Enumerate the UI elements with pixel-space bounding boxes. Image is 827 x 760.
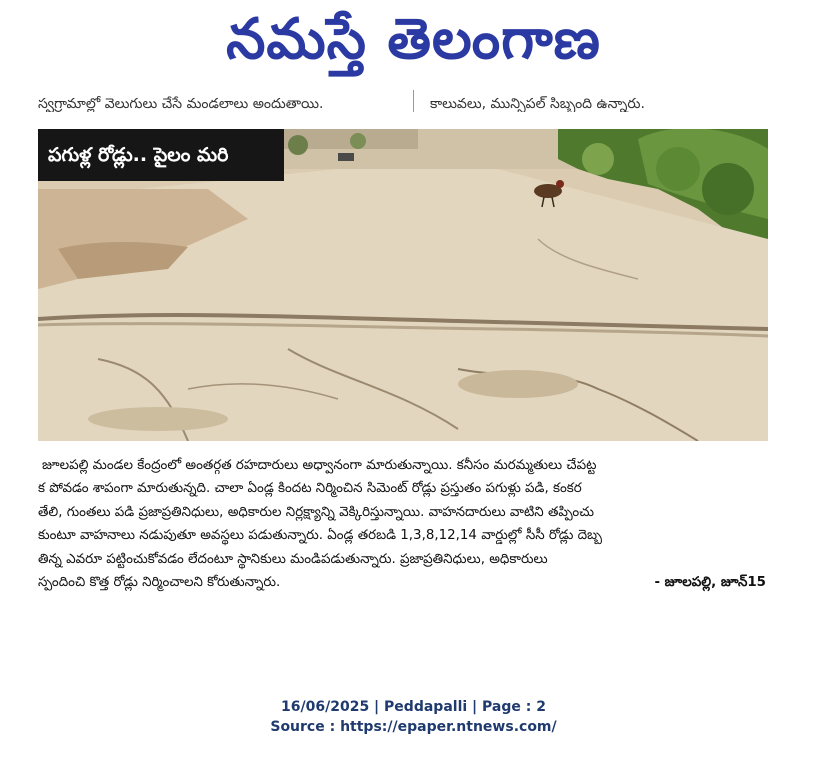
article-dateline: - జూలపల్లి, జూన్15 [654,574,766,590]
article-last-line [38,571,768,594]
article-body [38,454,768,594]
edition-info: 16/06/2025 | Peddapalli | Page : 2 [281,699,546,715]
clipped-neighbour-text [38,90,768,112]
article-headline: పగుళ్ల రోడ్లు.. పైలం మరి [38,129,284,181]
page-footer [0,697,827,737]
article-line: స్పందించి కొత్త రోడ్లు నిర్మించాలని కోరుతున్నారు. [38,574,281,590]
article-line: క పోవడం శాపంగా మారుతున్నది. చాలా ఏండ్ల కిందట నిర్మించిన సిమెంట్ రోడ్లు ప్రస్తుతం పగుళ్లు పడి, కంకర [38,481,582,497]
article-line: కుంటూ వాహనాలు నడుపుతూ అవస్థలు పడుతున్నారు. ఏండ్ల తరబడి 1,3,8,12,14 వార్డుల్లో సీసీ రోడ్లు దెబ్బ [38,528,603,544]
article-line: తిన్న ఎవరూ పట్టించుకోవడం లేదంటూ స్థానికులు మండిపడుతున్నారు. ప్రజాప్రతినిధులు, అధికారులు [38,551,548,567]
source-link[interactable]: Source : https://epaper.ntnews.com/ [270,719,557,735]
article-line: తేలి, గుంతలు పడి ప్రజాప్రతినిధులు, అధికారుల నిర్లక్ష్యాన్ని వెక్కిరిస్తున్నాయి. వాహనదారులు వాటిని తప్పించు [38,504,595,520]
newspaper-masthead [0,2,827,80]
masthead-title: నమస్తే తెలంగాణ [226,7,601,72]
column-divider [413,90,414,112]
clipped-text-left: స్వగ్రామాల్లో వెలుగులు చేసే మండలాలు అందుతాయి. [38,96,324,112]
clipped-text-right: కాలువలు, మున్సిపల్ సిబ్బంది ఉన్నారు. [430,96,645,112]
article-line: జూలపల్లి మండల కేంద్రంలో అంతర్గత రహదారులు అధ్వానంగా మారుతున్నాయి. కనీసం మరమ్మతులు చేపట్ట [42,458,597,473]
